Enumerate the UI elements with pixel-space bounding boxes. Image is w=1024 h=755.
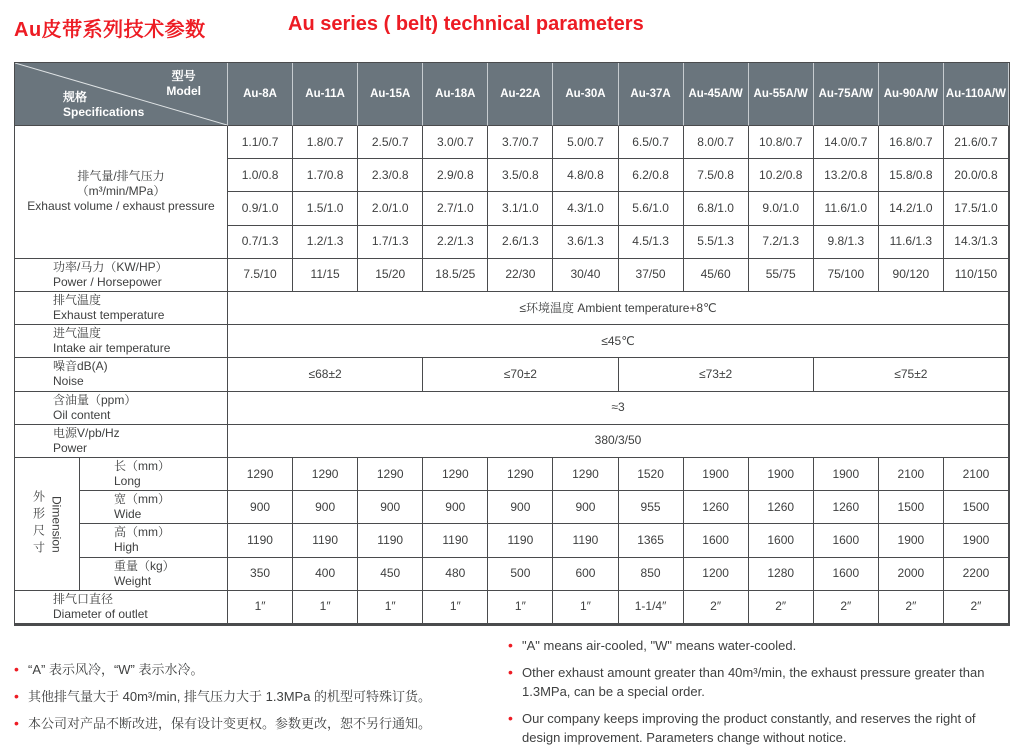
value-cell: 1290 — [553, 458, 618, 491]
value-cell: 1600 — [749, 524, 814, 557]
value-cell: 14.2/1.0 — [879, 192, 944, 225]
intake-air-temperature-label: 进气温度 Intake air temperature — [15, 325, 228, 358]
value-cell: 1600 — [814, 524, 879, 557]
power-horsepower-label: 功率/马力（KW/HP） Power / Horsepower — [15, 259, 228, 292]
value-cell: 110/150 — [944, 259, 1009, 292]
model-header-cell: Au-110A/W — [944, 63, 1009, 126]
model-spec-corner-cell — [15, 63, 228, 126]
value-cell: 2″ — [814, 591, 879, 624]
note-text: 本公司对产品不断改进，保有设计变更权。参数更改，恕不另行通知。 — [28, 716, 432, 731]
value-cell: 850 — [619, 558, 684, 591]
value-cell: 15/20 — [358, 259, 423, 292]
value-cell: 900 — [553, 491, 618, 524]
value-cell: 2.0/1.0 — [358, 192, 423, 225]
value-cell: 0.9/1.0 — [228, 192, 293, 225]
model-header-cell: Au-45A/W — [684, 63, 749, 126]
dimension-sub-label: 高（mm） High — [80, 524, 228, 557]
value-cell: 21.6/0.7 — [944, 126, 1009, 159]
value-cell: 2.7/1.0 — [423, 192, 488, 225]
value-cell: 1190 — [488, 524, 553, 557]
value-cell: 17.5/1.0 — [944, 192, 1009, 225]
value-cell: 13.2/0.8 — [814, 159, 879, 192]
value-cell: 22/30 — [488, 259, 553, 292]
value-cell: 3.7/0.7 — [488, 126, 553, 159]
value-cell: 45/60 — [684, 259, 749, 292]
value-cell: 10.8/0.7 — [749, 126, 814, 159]
value-cell: 5.6/1.0 — [619, 192, 684, 225]
value-cell: 1190 — [293, 524, 358, 557]
value-cell: 7.5/0.8 — [684, 159, 749, 192]
value-cell: 1260 — [814, 491, 879, 524]
value-cell: 75/100 — [814, 259, 879, 292]
value-cell: 1260 — [749, 491, 814, 524]
value-cell: 1900 — [814, 458, 879, 491]
note-item — [508, 636, 1016, 655]
value-cell: 600 — [553, 558, 618, 591]
value-cell: 1.7/1.3 — [358, 226, 423, 259]
value-cell: 1190 — [228, 524, 293, 557]
value-cell: 11.6/1.0 — [814, 192, 879, 225]
value-cell: 955 — [619, 491, 684, 524]
value-cell: 1290 — [358, 458, 423, 491]
value-cell: 7.5/10 — [228, 259, 293, 292]
value-cell: 55/75 — [749, 259, 814, 292]
value-cell: 1290 — [423, 458, 488, 491]
value-cell: 2.6/1.3 — [488, 226, 553, 259]
power-supply-value: 380/3/50 — [228, 425, 1009, 458]
value-cell: 1-1/4″ — [619, 591, 684, 624]
model-header-cell: Au-55A/W — [749, 63, 814, 126]
value-cell: 2.3/0.8 — [358, 159, 423, 192]
value-cell: 1″ — [553, 591, 618, 624]
value-cell: 900 — [488, 491, 553, 524]
value-cell: 1290 — [293, 458, 358, 491]
value-cell: 1.8/0.7 — [293, 126, 358, 159]
value-cell: 15.8/0.8 — [879, 159, 944, 192]
value-cell: 1.1/0.7 — [228, 126, 293, 159]
value-cell: 1365 — [619, 524, 684, 557]
value-cell: 2″ — [749, 591, 814, 624]
value-cell: 1290 — [228, 458, 293, 491]
value-cell: 1520 — [619, 458, 684, 491]
value-cell: 2″ — [944, 591, 1009, 624]
noise-group-cell: ≤73±2 — [619, 358, 814, 391]
note-text: “A” 表示风冷，“W” 表示水冷。 — [28, 662, 204, 677]
value-cell: 6.8/1.0 — [684, 192, 749, 225]
dimension-sub-label: 宽（mm） Wide — [80, 491, 228, 524]
value-cell: 1200 — [684, 558, 749, 591]
dimension-group-label — [15, 458, 80, 591]
noise-group-cell: ≤70±2 — [423, 358, 618, 391]
value-cell: 7.2/1.3 — [749, 226, 814, 259]
value-cell: 14.3/1.3 — [944, 226, 1009, 259]
value-cell: 480 — [423, 558, 488, 591]
value-cell: 1″ — [488, 591, 553, 624]
note-text: "A" means air-cooled, "W" means water-cooled. — [522, 638, 797, 653]
bullet-icon: • — [508, 710, 513, 726]
value-cell: 1500 — [944, 491, 1009, 524]
note-text: Our company keeps improving the product constantly, and reserves the right of design improvement. Parameters change without notice. — [522, 711, 976, 745]
value-cell: 1900 — [879, 524, 944, 557]
value-cell: 900 — [358, 491, 423, 524]
value-cell: 9.8/1.3 — [814, 226, 879, 259]
note-item — [508, 663, 1016, 701]
notes-chinese — [14, 660, 494, 741]
value-cell: 1260 — [684, 491, 749, 524]
value-cell: 1190 — [553, 524, 618, 557]
oil-content-value: ≈3 — [228, 392, 1009, 425]
value-cell: 350 — [228, 558, 293, 591]
notes-english — [508, 636, 1016, 755]
model-header-cell: Au-37A — [619, 63, 684, 126]
value-cell: 1″ — [293, 591, 358, 624]
page-title-english: Au series ( belt) technical parameters — [288, 13, 644, 35]
value-cell: 6.5/0.7 — [619, 126, 684, 159]
parameters-table — [14, 62, 1010, 626]
corner-model-label: 型号 Model — [166, 69, 201, 98]
value-cell: 1900 — [944, 524, 1009, 557]
model-header-cell: Au-90A/W — [879, 63, 944, 126]
bullet-icon: • — [14, 688, 19, 704]
model-header-cell: Au-22A — [488, 63, 553, 126]
diameter-of-outlet-label: 排气口直径 Diameter of outlet — [15, 591, 228, 624]
note-item — [14, 660, 494, 679]
model-header-cell: Au-8A — [228, 63, 293, 126]
exhaust-temperature-value: ≤环境温度 Ambient temperature+8℃ — [228, 292, 1009, 325]
value-cell: 2″ — [684, 591, 749, 624]
value-cell: 1290 — [488, 458, 553, 491]
corner-spec-label: 规格 Specifications — [63, 90, 145, 119]
value-cell: 3.6/1.3 — [553, 226, 618, 259]
model-header-cell: Au-75A/W — [814, 63, 879, 126]
note-item — [508, 709, 1016, 747]
note-text: Other exhaust amount greater than 40m³/min, the exhaust pressure greater than 1.3MPa, can be a special order. — [522, 665, 985, 699]
value-cell: 900 — [423, 491, 488, 524]
value-cell: 6.2/0.8 — [619, 159, 684, 192]
value-cell: 1″ — [358, 591, 423, 624]
power-supply-label: 电源V/pb/Hz Power — [15, 425, 228, 458]
value-cell: 3.1/1.0 — [488, 192, 553, 225]
bullet-icon: • — [14, 715, 19, 731]
value-cell: 2.5/0.7 — [358, 126, 423, 159]
page-title-chinese: Au皮带系列技术参数 — [14, 19, 206, 41]
value-cell: 1190 — [423, 524, 488, 557]
value-cell: 3.5/0.8 — [488, 159, 553, 192]
exhaust-temperature-label: 排气温度 Exhaust temperature — [15, 292, 228, 325]
value-cell: 1600 — [684, 524, 749, 557]
value-cell: 1500 — [879, 491, 944, 524]
value-cell: 900 — [293, 491, 358, 524]
value-cell: 1600 — [814, 558, 879, 591]
value-cell: 1.7/0.8 — [293, 159, 358, 192]
note-item — [14, 714, 494, 733]
value-cell: 4.5/1.3 — [619, 226, 684, 259]
value-cell: 500 — [488, 558, 553, 591]
value-cell: 1.0/0.8 — [228, 159, 293, 192]
value-cell: 11/15 — [293, 259, 358, 292]
value-cell: 2200 — [944, 558, 1009, 591]
value-cell: 1.2/1.3 — [293, 226, 358, 259]
value-cell: 1190 — [358, 524, 423, 557]
value-cell: 4.8/0.8 — [553, 159, 618, 192]
value-cell: 5.0/0.7 — [553, 126, 618, 159]
value-cell: 10.2/0.8 — [749, 159, 814, 192]
value-cell: 1900 — [684, 458, 749, 491]
noise-group-cell: ≤68±2 — [228, 358, 423, 391]
value-cell: 1″ — [423, 591, 488, 624]
dimension-sub-label: 重量（kg） Weight — [80, 558, 228, 591]
value-cell: 2″ — [879, 591, 944, 624]
value-cell: 18.5/25 — [423, 259, 488, 292]
value-cell: 16.8/0.7 — [879, 126, 944, 159]
value-cell: 450 — [358, 558, 423, 591]
value-cell: 3.0/0.7 — [423, 126, 488, 159]
value-cell: 1900 — [749, 458, 814, 491]
value-cell: 2.9/0.8 — [423, 159, 488, 192]
exhaust-volume-label: 排气量/排气压力 （m³/min/MPa） Exhaust volume / exhaust pressure — [15, 126, 228, 259]
value-cell: 4.3/1.0 — [553, 192, 618, 225]
intake-air-temperature-value: ≤45℃ — [228, 325, 1009, 358]
dimension-label-cn: 外形尺寸 — [31, 489, 46, 558]
value-cell: 8.0/0.7 — [684, 126, 749, 159]
value-cell: 11.6/1.3 — [879, 226, 944, 259]
value-cell: 2000 — [879, 558, 944, 591]
value-cell: 90/120 — [879, 259, 944, 292]
value-cell: 14.0/0.7 — [814, 126, 879, 159]
value-cell: 9.0/1.0 — [749, 192, 814, 225]
bullet-icon: • — [508, 637, 513, 653]
value-cell: 400 — [293, 558, 358, 591]
value-cell: 2100 — [879, 458, 944, 491]
value-cell: 1″ — [228, 591, 293, 624]
noise-label: 噪音dB(A) Noise — [15, 358, 228, 391]
value-cell: 1.5/1.0 — [293, 192, 358, 225]
value-cell: 37/50 — [619, 259, 684, 292]
value-cell: 2.2/1.3 — [423, 226, 488, 259]
value-cell: 30/40 — [553, 259, 618, 292]
value-cell: 0.7/1.3 — [228, 226, 293, 259]
note-item — [14, 687, 494, 706]
dimension-sub-label: 长（mm） Long — [80, 458, 228, 491]
note-text: 其他排气量大于 40m³/min, 排气压力大于 1.3MPa 的机型可特殊订货。 — [28, 689, 432, 704]
value-cell: 1280 — [749, 558, 814, 591]
value-cell: 5.5/1.3 — [684, 226, 749, 259]
bullet-icon: • — [14, 661, 19, 677]
value-cell: 900 — [228, 491, 293, 524]
dimension-label-en: Dimension — [49, 495, 64, 553]
noise-group-cell: ≤75±2 — [814, 358, 1009, 391]
bullet-icon: • — [508, 664, 513, 680]
model-header-cell: Au-11A — [293, 63, 358, 126]
oil-content-label: 含油量（ppm） Oil content — [15, 392, 228, 425]
value-cell: 20.0/0.8 — [944, 159, 1009, 192]
value-cell: 2100 — [944, 458, 1009, 491]
model-header-cell: Au-18A — [423, 63, 488, 126]
model-header-cell: Au-15A — [358, 63, 423, 126]
model-header-cell: Au-30A — [553, 63, 618, 126]
